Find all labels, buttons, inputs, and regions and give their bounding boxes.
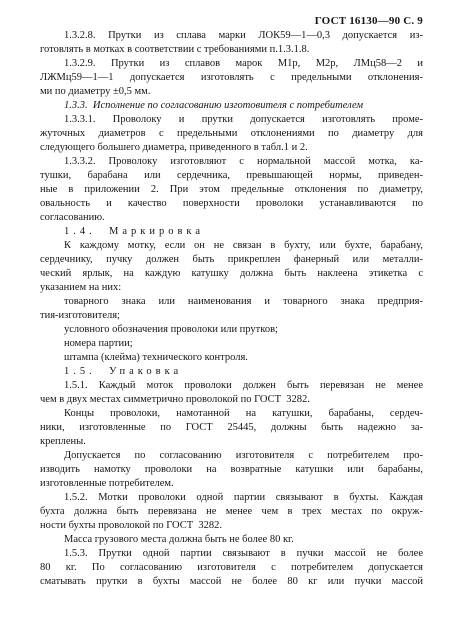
- text-line: штампа (клейма) технического контроля.: [64, 352, 248, 363]
- text-line: 1.5.3. Прутки одной партии связывают в пучки массой не более: [64, 548, 423, 559]
- text-line: сматывать прутки в бухты массой не более 80 кг или пучки массой: [40, 576, 423, 587]
- text-line: ЛЖМц59—1—1 допускается изготовлять с предельными отклонения-: [40, 72, 423, 83]
- text-line: 1.3.2.9. Прутки из сплавов марок М1р, М2р, ЛМц58—2 и: [64, 58, 423, 69]
- text-line: сердечнику, пучку должен быть прикреплен фанерный или металли-: [40, 254, 423, 265]
- text-line: номера партии;: [64, 338, 133, 349]
- text-line: 1.3.2.8. Прутки из сплава марки ЛОК59—1—0,3 допускается из-: [64, 30, 423, 41]
- text-line: креплены.: [40, 436, 86, 447]
- text-line: 1.3.3. Исполнение по согласованию изготовителя с потребителем: [64, 100, 364, 111]
- text-line: ческий ярлык, на каждую катушку должна быть наклеена этикетка с: [40, 268, 423, 279]
- text-line: Допускается по согласованию изготовителя с потребителем про-: [64, 450, 423, 461]
- text-line: ники, изготовленные по ГОСТ 25445, должны быть надежно за-: [40, 422, 423, 433]
- text-line: 1.3.3.1. Проволоку и прутки допускается изготовлять проме-: [64, 114, 423, 125]
- text-line: Концы проволоки, намотанной на катушки, барабаны, сердеч-: [64, 408, 423, 419]
- text-line: 1.5.2. Мотки проволоки одной партии связывают в бухты. Каждая: [64, 492, 423, 503]
- text-line: готовлять в мотках в соответствии с требованиями п.1.3.1.8.: [40, 44, 310, 55]
- text-line: ми по диаметру ±0,5 мм.: [40, 86, 151, 97]
- text-line: тия-изготовителя;: [40, 310, 120, 321]
- text-line: следующего большего диаметра, приведенного в табл.1 и 2.: [40, 142, 308, 153]
- text-line: бухта должна быть перевязана не менее чем в трех местах по окруж-: [40, 506, 423, 517]
- text-line: указанием на них:: [40, 282, 122, 293]
- text-line: 1.5. Упаковка: [64, 366, 183, 377]
- text-line: овальность и качество поверхности проволоки устанавливаются по: [40, 198, 423, 209]
- text-line: 1.4. Маркировка: [64, 226, 205, 237]
- text-line: товарного знака или наименования и товарного знака предприя-: [64, 296, 423, 307]
- text-line: К каждому мотку, если он не связан в бухту, или бухте, барабану,: [64, 240, 423, 251]
- text-line: согласованию.: [40, 212, 105, 223]
- text-line: изготовленные потребителем.: [40, 478, 174, 489]
- text-line: чем в двух местах симметрично проволокой по ГОСТ 3282.: [40, 394, 310, 405]
- page-header: ГОСТ 16130—90 С. 9: [314, 15, 423, 27]
- text-line: изводить намотку проволоки на возвратные катушки или барабаны,: [40, 464, 423, 475]
- text-line: жуточных диаметров с предельными отклонениями по диаметру для: [40, 128, 423, 139]
- text-line: 80 кг. По согласованию изготовителя с потребителем допускается: [40, 562, 423, 573]
- text-line: условного обозначения проволоки или прутков;: [64, 324, 278, 335]
- text-line: ные в приложении 2. При этом предельные отклонения по диаметру,: [40, 184, 423, 195]
- text-line: тушки, барабана или сердечника, превышающей нормы, приведен-: [40, 170, 423, 181]
- text-line: Масса грузового места должна быть не более 80 кг.: [64, 534, 294, 545]
- text-line: ности бухты проволокой по ГОСТ 3282.: [40, 520, 223, 531]
- text-line: 1.3.3.2. Проволоку изготовляют с нормальной массой мотка, ка-: [64, 156, 423, 167]
- body-text: [40, 29, 423, 589]
- text-line: 1.5.1. Каждый моток проволоки должен быть перевязан не менее: [64, 380, 423, 391]
